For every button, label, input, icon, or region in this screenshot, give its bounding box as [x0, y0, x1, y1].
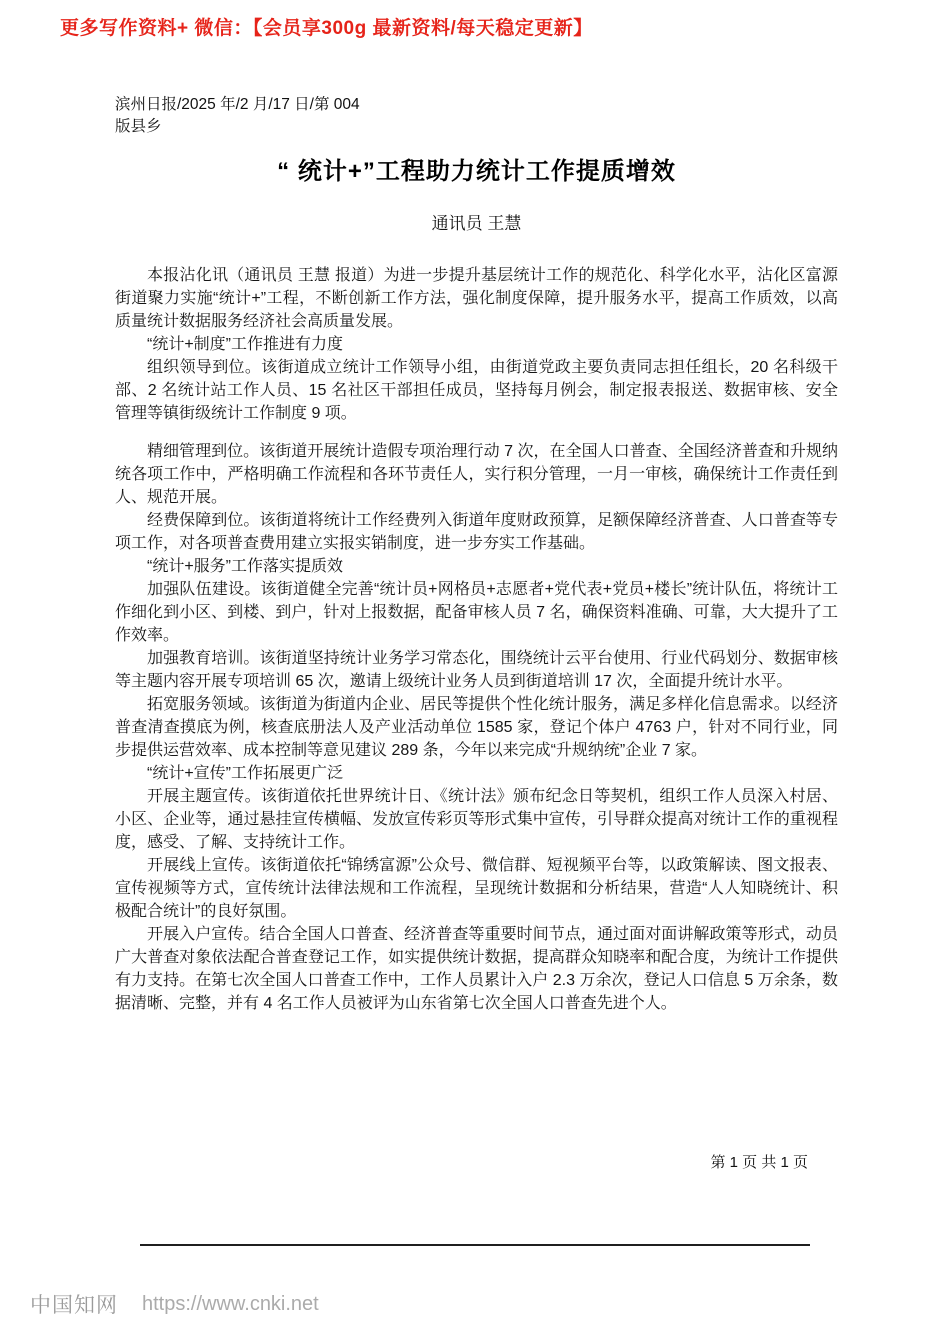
- article-body: [115, 264, 838, 1015]
- paragraph-zuzhi-lingdao: 组织领导到位。该街道成立统计工作领导小组，由街道党政主要负责同志担任组长，20 名科级干部、2 名统计站工作人员、15 名社区干部担任成员，坚持每月例会，制定报表报送、数据审核、安全管理等镇街级统计工作制度 9 项。: [115, 359, 838, 422]
- cnki-watermark: [30, 1289, 319, 1319]
- article-content: [115, 156, 838, 1015]
- article-title: “ 统计+”工程助力统计工作提质增效: [277, 158, 676, 185]
- section-heading-zhidu: “统计+制度”工作推进有力度: [147, 336, 344, 353]
- section-heading-fuwu: “统计+服务”工作落实提质效: [147, 558, 344, 575]
- paragraph-fuwu-lingyu: 拓宽服务领域。该街道为街道内企业、居民等提供个性化统计服务，满足多样化信息需求。以经济普查清查摸底为例，核查底册法人及产业活动单位 1585 家，登记个体户 4763 户，针对不同行业，同步提供运营效率、成本控制等意见建议 289 条，今年以来完成“升规纳统”企业 7 家。: [115, 696, 838, 759]
- source-line-1: 滨州日报/2025 年/2 月/17 日/第 004: [115, 96, 360, 113]
- footer-divider-line: [140, 1244, 810, 1246]
- paragraph-jingfei-baozhang: 经费保障到位。该街道将统计工作经费列入街道年度财政预算，足额保障经济普查、人口普查等专项工作，对各项普查费用建立实报实销制度，进一步夯实工作基础。: [115, 512, 838, 552]
- cnki-url-text: https://www.cnki.net: [142, 1292, 319, 1315]
- paragraph-ruhu-xuanchuan: 开展入户宣传。结合全国人口普查、经济普查等重要时间节点，通过面对面讲解政策等形式，动员广大普查对象依法配合普查登记工作，如实提供统计数据，提高群众知晓率和配合度，为统计工作提供有力支持。在第七次全国人口普查工作中，工作人员累计入户 2.3 万余次，登记人口信息 5 万余条，数据清晰、完整，并有 4 名工作人员被评为山东省第七次全国人口普查先进个人。: [115, 926, 838, 1012]
- source-line-2: 版县乡: [115, 118, 162, 135]
- paragraph-xianshang-xuanchuan: 开展线上宣传。该街道依托“锦绣富源”公众号、微信群、短视频平台等，以政策解读、图文报表、宣传视频等方式，宣传统计法律法规和工作流程，呈现统计数据和分析结果，营造“人人知晓统计、积极配合统计”的良好氛围。: [115, 857, 838, 920]
- article-byline: 通讯员 王慧: [431, 214, 522, 233]
- paragraph-zhuti-xuanchuan: 开展主题宣传。该街道依托世界统计日、《统计法》颁布纪念日等契机，组织工作人员深入村居、小区、企业等，通过悬挂宣传横幅、发放宣传彩页等形式集中宣传，引导群众提高对统计工作的重视程度，感受、了解、支持统计工作。: [115, 788, 838, 851]
- cnki-brand-label: 中国知网: [30, 1294, 118, 1317]
- paragraph-jiaoyu-peixun: 加强教育培训。该街道坚持统计业务学习常态化，围绕统计云平台使用、行业代码划分、数据审核等主题内容开展专项培训 65 次，邀请上级统计业务人员到街道培训 17 次，全面提升统计水平。: [115, 650, 838, 690]
- paragraph-duiwu-jianshe: 加强队伍建设。该街道健全完善“统计员+网格员+志愿者+党代表+党员+楼长”统计队伍，将统计工作细化到小区、到楼、到户，针对上报数据，配备审核人员 7 名，确保资料准确、可靠，大大提升了工作效率。: [115, 581, 838, 644]
- promo-banner: 更多写作资料+ 微信：【会员享300g 最新资料/每天稳定更新】: [60, 18, 593, 39]
- page-number: 第 1 页 共 1 页: [710, 1154, 808, 1171]
- article-source: [115, 94, 360, 138]
- section-heading-xuanchuan: “统计+宣传”工作拓展更广泛: [147, 765, 344, 782]
- paragraph-lead: 本报沾化讯（通讯员 王慧 报道）为进一步提升基层统计工作的规范化、科学化水平，沾化区富源街道聚力实施“统计+”工程，不断创新工作方法，强化制度保障，提升服务水平，提高工作质效，以高质量统计数据服务经济社会高质量发展。: [115, 267, 838, 330]
- paragraph-jingxi-guanli: 精细管理到位。该街道开展统计造假专项治理行动 7 次，在全国人口普查、全国经济普查和升规纳统各项工作中，严格明确工作流程和各环节责任人，实行积分管理，一月一审核，确保统计工作责任到人、规范开展。: [115, 443, 838, 506]
